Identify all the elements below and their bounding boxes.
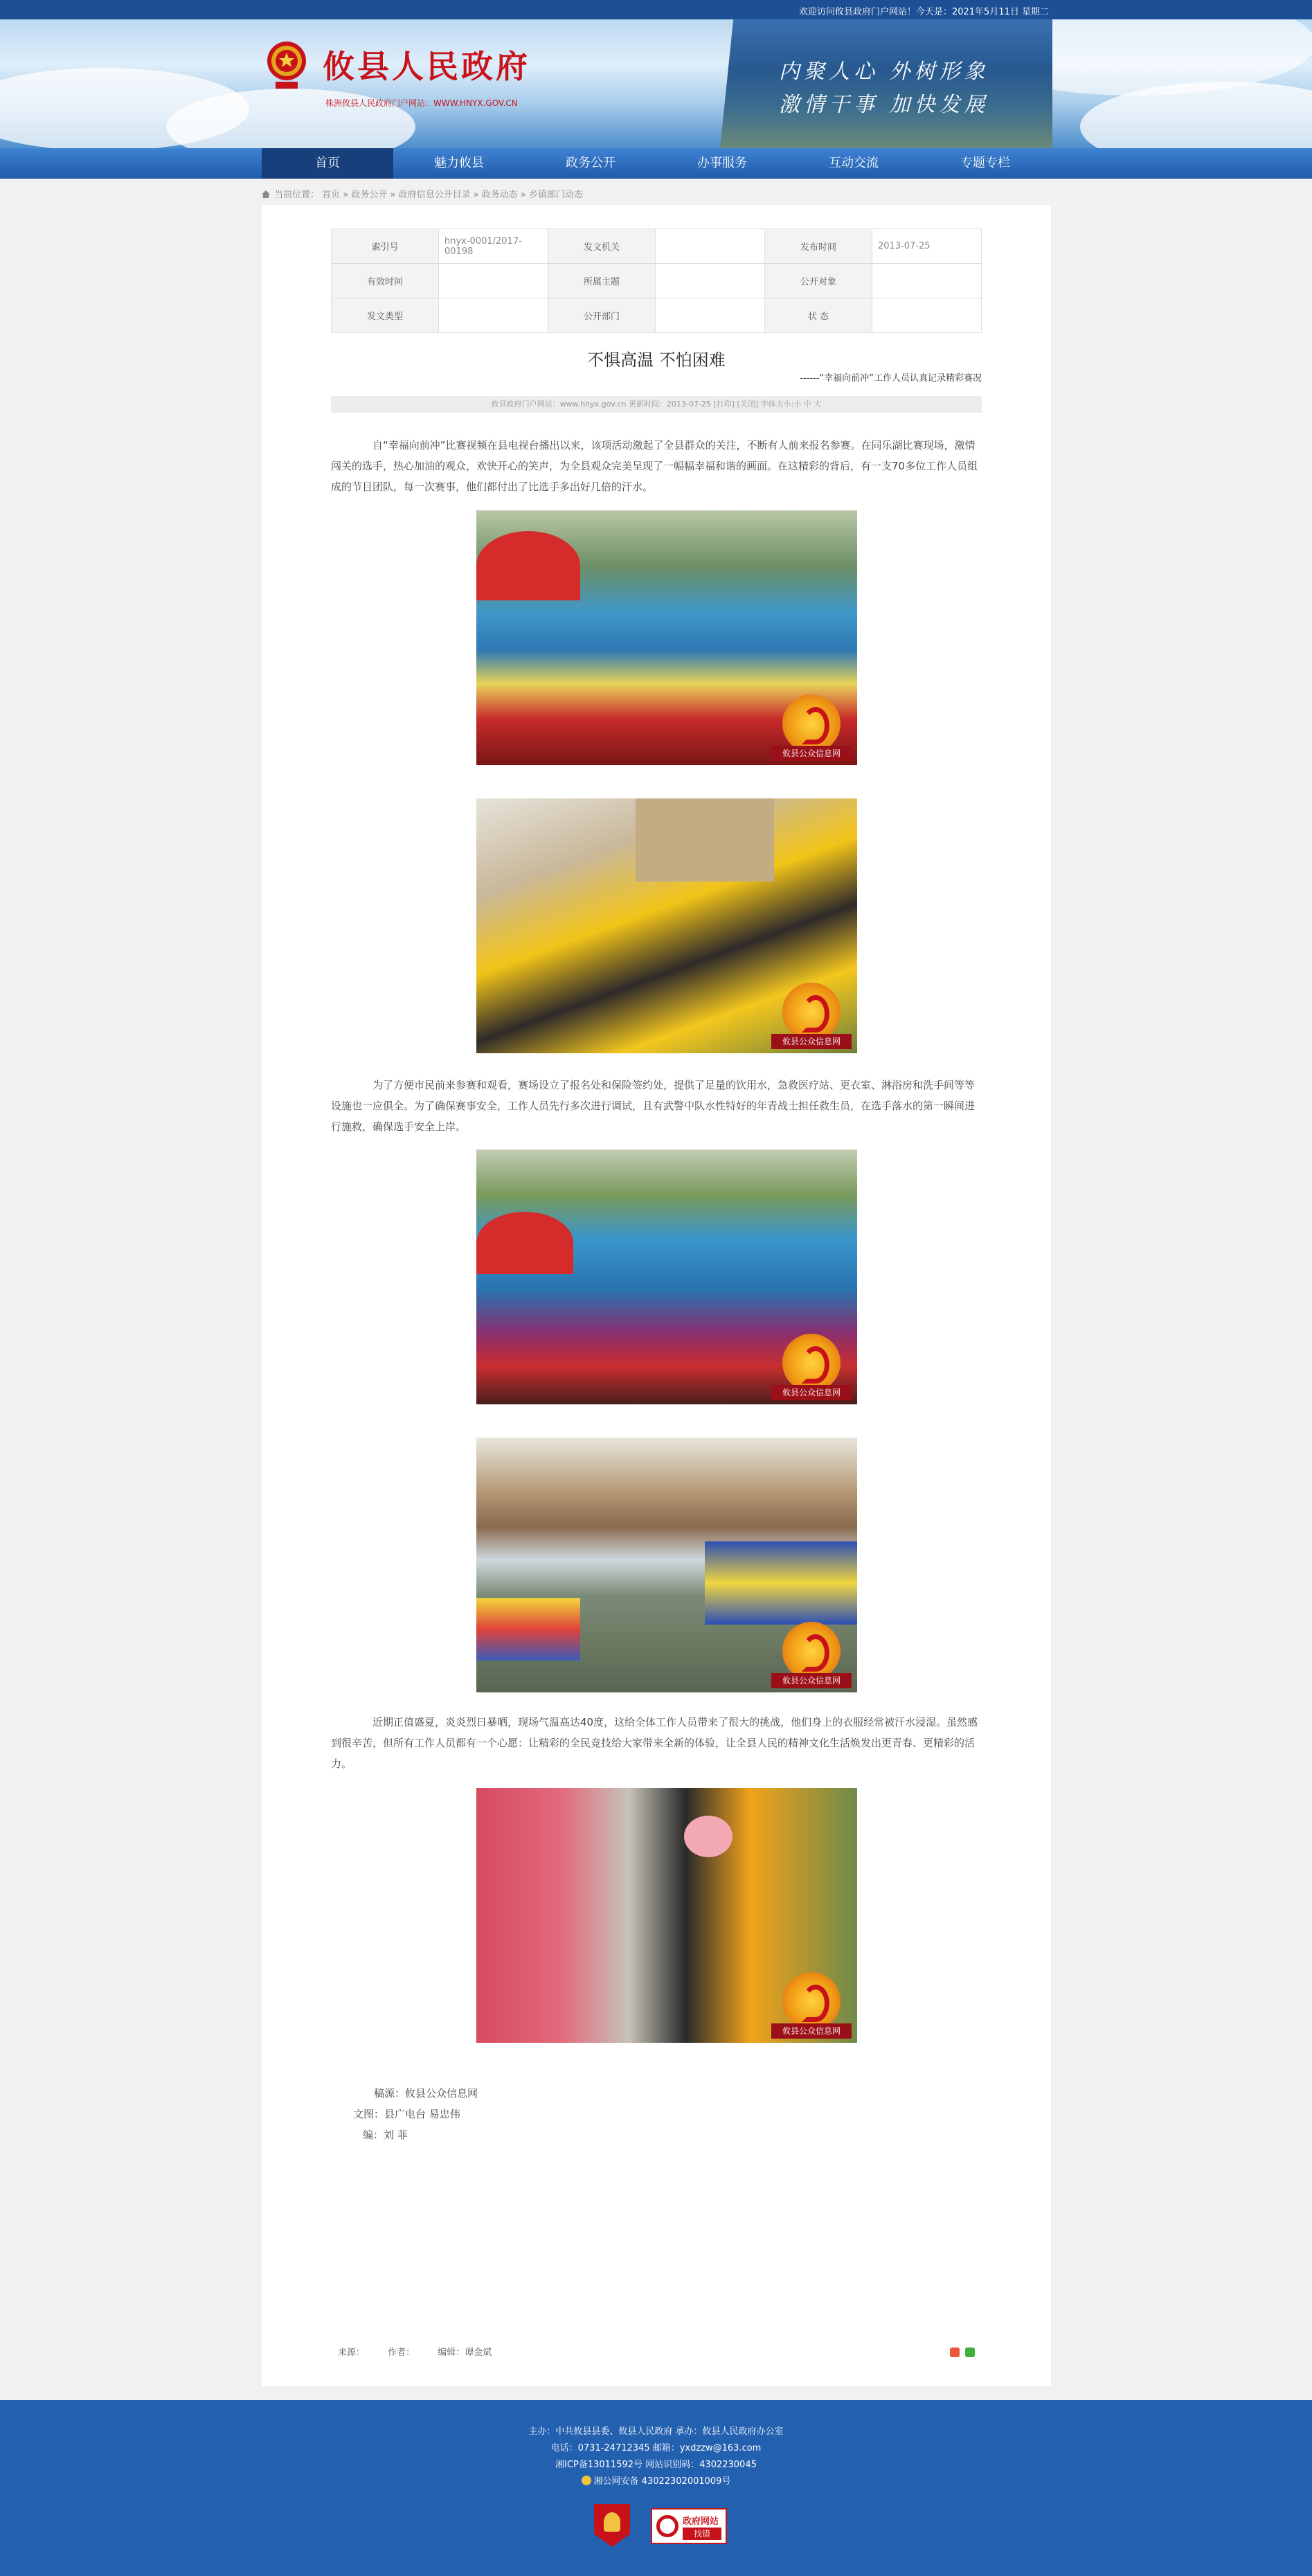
meta-key-doctype: 发文类型 <box>332 298 439 333</box>
meta-key-topic: 所属主题 <box>548 264 656 298</box>
meta-value-dept <box>656 298 765 333</box>
nav-item-home[interactable]: 首页 <box>262 148 393 179</box>
photo-watermark: 攸县公众信息网 <box>771 1385 852 1400</box>
footer-contact: 电话：0731-24712345 邮箱：yxdzzw@163.com <box>550 2443 762 2453</box>
nav-item-topics[interactable]: 专题专栏 <box>960 156 1010 170</box>
inflatable-pad-shape <box>476 1598 580 1661</box>
photo-cameraman <box>476 1788 857 2043</box>
badge-action: 找错 <box>683 2528 721 2540</box>
photo-stage-performance <box>476 1150 857 1404</box>
meta-value-issuer <box>656 229 765 264</box>
nav-item-charm[interactable]: 魅力攸县 <box>434 156 484 170</box>
red-umbrella-shape <box>476 531 580 600</box>
badge-title: 政府网站 <box>683 2516 719 2527</box>
article-info-bar: 攸县政府门户网站：www.hnyx.gov.cn 更新时间：2013-07-25 [打印] [关闭] 字体大小:小 中 大 <box>331 396 982 413</box>
article-paragraph-3: 近期正值盛夏，炎炎烈日暴晒，现场气温高达40度，这给全体工作人员带来了很大的挑战，他们身上的衣服经常被汗水浸湿。虽然感到很辛苦，但所有工作人员都有一个心愿：让精彩的全民竞技给大家带来全新的体验，让全县人民的精神文化生活焕发出更青春、更精彩的活力。 <box>331 1716 978 1770</box>
meta-key-dept: 公开部门 <box>548 298 656 333</box>
meta-key-issuer: 发文机关 <box>548 229 656 264</box>
footer-organizer: 主办：中共攸县县委、攸县人民政府 承办：攸县人民政府办公室 <box>528 2426 784 2437</box>
nav-item-services[interactable]: 办事服务 <box>697 156 747 170</box>
footer-police-record[interactable] <box>0 2474 1312 2487</box>
red-umbrella-shape <box>476 1212 573 1274</box>
article-paragraph-2: 为了方便市民前来参赛和观看，赛场设立了报名处和保险签约处，提供了足量的饮用水，急救医疗站、更衣室、淋浴房和洗手间等等设施也一应俱全。为了确保赛事安全，工作人员先行多次进行调试，且有武警中队水性特好的年青战士担任救生员，在选手落水的第一瞬间进行施救，确保选手安全上岸。 <box>331 1079 976 1133</box>
slogan-line-2: 激情干事 加快发展 <box>779 93 989 117</box>
meta-value-target <box>872 264 982 298</box>
article-title: 不惧高温 不怕困难 <box>587 350 726 370</box>
meta-value-date: 2013-07-25 <box>872 229 982 264</box>
gov-site-report-badge[interactable] <box>651 2508 727 2544</box>
photo-stage-crowd <box>476 510 857 765</box>
breadcrumb-text[interactable]: 当前位置： 首页 » 政务公开 » 政府信息公开目录 » 政务动态 » 乡镇部门动态 <box>274 190 584 200</box>
photo-watermark: 攸县公众信息网 <box>771 2023 852 2039</box>
credit-source: 稿源：攸县公众信息网 <box>374 2087 478 2100</box>
national-emblem-icon[interactable] <box>266 39 307 93</box>
police-badge-icon <box>582 2476 591 2485</box>
meta-key-date: 发布时间 <box>765 229 872 264</box>
article-footer-meta <box>338 2345 492 2358</box>
site-url-subtitle: 株洲攸县人民政府门户网站：WWW.HNYX.GOV.CN <box>325 98 518 108</box>
watermark-logo-icon <box>782 695 841 753</box>
meta-value-topic <box>656 264 765 298</box>
top-bar <box>0 0 1312 19</box>
meta-key-status: 状 态 <box>765 298 872 333</box>
footer-police-text: 湘公网安备 43022302001009号 <box>593 2476 731 2487</box>
site-footer <box>0 2400 1312 2576</box>
meta-value-doctype <box>439 298 548 333</box>
home-icon <box>262 190 270 198</box>
watermark-logo-icon <box>782 1622 841 1680</box>
nav-item-interaction[interactable]: 互动交流 <box>829 156 879 170</box>
share-wechat-icon[interactable] <box>965 2347 975 2357</box>
photo-watermark: 攸县公众信息网 <box>771 1673 852 1688</box>
villa-building-shape <box>636 798 774 882</box>
watermark-logo-icon <box>782 1972 841 2030</box>
credit-text-photo: 文图：县广电台 易忠伟 <box>353 2108 460 2120</box>
breadcrumb <box>262 187 583 200</box>
header-banner <box>0 19 1312 148</box>
article-paragraph-1: 自“幸福向前冲”比赛视频在县电视台播出以来，该项活动激起了全县群众的关注，不断有人前来报名参赛。在同乐湖比赛现场，激情闯关的选手，热心加油的观众，欢快开心的笑声，为全县观众完美呈现了一幅幅幸福和谐的画面。在这精彩的背后，有一支70多位工作人员组成的节目团队，每一次赛事，他们都付出了比选手多出好几倍的汗水。 <box>331 439 978 493</box>
source-label: 来源： <box>338 2347 366 2358</box>
magnifier-icon <box>656 2515 679 2537</box>
photo-watermark: 攸县公众信息网 <box>771 1034 852 1049</box>
footer-icp[interactable]: 湘ICP备13011592号 网站识别码：4302230045 <box>555 2460 757 2470</box>
meta-key-valid: 有效时间 <box>332 264 439 298</box>
meta-value-valid <box>439 264 548 298</box>
meta-key-target: 公开对象 <box>765 264 872 298</box>
site-name[interactable]: 攸县人民政府 <box>323 48 530 85</box>
editor-label: 编辑：谭金斌 <box>438 2347 492 2358</box>
watermark-logo-icon <box>782 1334 841 1392</box>
article-subtitle: ------“幸福向前冲”工作人员认真记录精彩赛况 <box>800 373 982 384</box>
document-meta-table <box>331 229 982 333</box>
photo-watermark: 攸县公众信息网 <box>771 746 852 761</box>
author-label: 作者： <box>388 2347 415 2358</box>
meta-value-index: hnyx-0001/2017-00198 <box>439 229 548 264</box>
welcome-text: 欢迎访问攸县政府门户网站！今天是：2021年5月11日 星期二 <box>798 7 1049 17</box>
share-weibo-icon[interactable] <box>950 2347 960 2357</box>
credit-editor: 编：刘 菲 <box>363 2129 408 2141</box>
slogan-line-1: 内聚人心 外树形象 <box>779 60 989 84</box>
watermark-logo-icon <box>782 983 841 1041</box>
inflatable-obstacle-shape <box>705 1541 857 1625</box>
main-nav <box>0 148 1312 179</box>
photo-water-course <box>476 1438 857 1692</box>
pink-cap-shape <box>684 1816 733 1857</box>
meta-key-index: 索引号 <box>332 229 439 264</box>
meta-value-status <box>872 298 982 333</box>
photo-registration-desk <box>476 798 857 1053</box>
nav-item-gov-affairs[interactable]: 政务公开 <box>566 156 615 170</box>
